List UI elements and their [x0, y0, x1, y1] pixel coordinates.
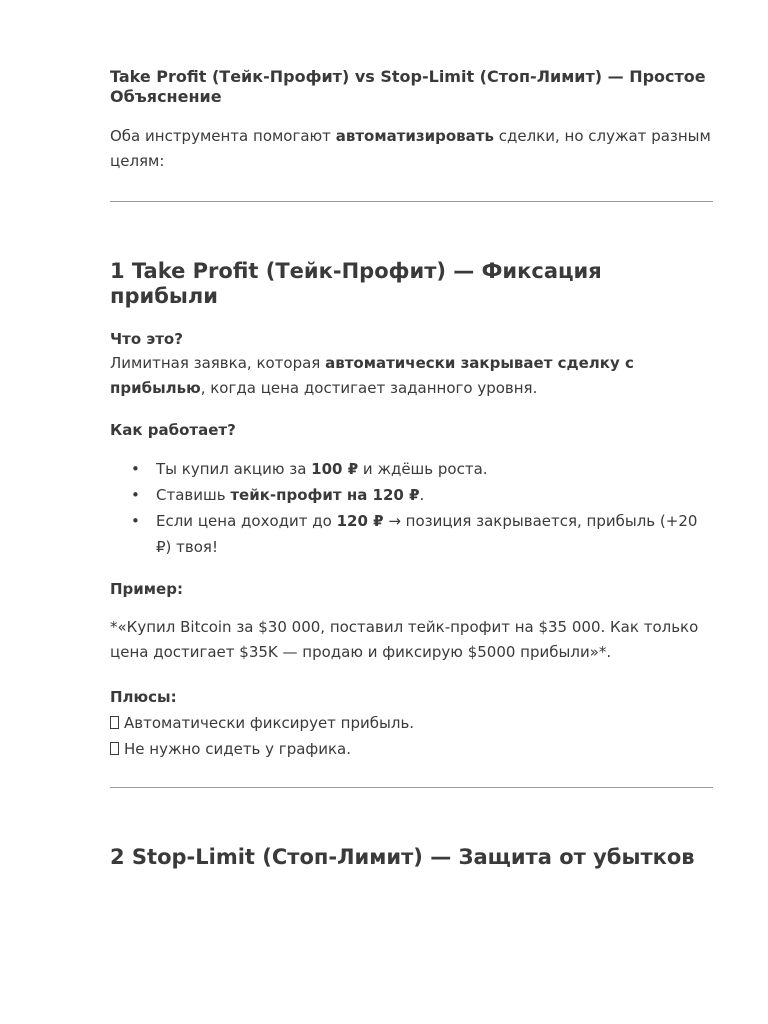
- pros-item: [110, 739, 351, 759]
- what-label: Что это?: [110, 330, 183, 348]
- what-paragraph: [110, 351, 714, 401]
- pros-label: Плюсы:: [110, 688, 177, 706]
- missing-glyph-icon: [110, 716, 119, 729]
- pros-item: [110, 713, 414, 733]
- pros-item-text: Автоматически фиксирует прибыль.: [124, 714, 415, 732]
- intro-text-bold: автоматизировать: [335, 127, 494, 145]
- intro-text-start: Оба инструмента помогают: [110, 127, 336, 145]
- bullet-dot-icon: •: [131, 512, 140, 530]
- bullet-text-end: .: [419, 486, 425, 504]
- list-item: [110, 456, 714, 482]
- section1-heading: 1 Take Profit (Тейк-Профит) — Фиксация прибыли: [110, 259, 602, 308]
- bullet-text-bold: тейк-профит на 120 ₽: [230, 486, 420, 504]
- what-text-bold: автоматически закрывает сделку с прибылью: [110, 354, 634, 397]
- bullet-text-start: Ты купил акцию за: [156, 460, 312, 478]
- what-text-end: , когда цена достигает заданного уровня.: [200, 379, 538, 397]
- bullet-text-start: Если цена доходит до: [156, 512, 337, 530]
- missing-glyph-icon: [110, 742, 119, 755]
- divider: [110, 201, 713, 202]
- example-label: Пример:: [110, 580, 183, 598]
- divider: [110, 787, 713, 788]
- example-paragraph: *«Купил Bitcoin за $30 000, поставил тейк-профит на $35 000. Как только цена достигает $35K — продаю и фиксирую $5000 прибыли»*.: [110, 618, 699, 661]
- bullet-text-bold: 100 ₽: [311, 460, 359, 478]
- intro-text-end: сделки, но служат разным целям:: [110, 127, 711, 170]
- bullet-text-end: и ждёшь роста.: [358, 460, 488, 478]
- intro-paragraph: [110, 124, 714, 174]
- list-item: [110, 508, 714, 560]
- section2-heading: 2 Stop-Limit (Стоп-Лимит) — Защита от убытков: [110, 845, 695, 869]
- bullet-text-start: Ставишь: [156, 486, 231, 504]
- pros-item-text: Не нужно сидеть у графика.: [124, 740, 351, 758]
- how-bullet-list: [110, 456, 714, 560]
- document-title: Take Profit (Тейк-Профит) vs Stop-Limit (Стоп-Лимит) — Простое Объяснение: [110, 67, 706, 106]
- bullet-dot-icon: •: [131, 460, 140, 478]
- how-label: Как работает?: [110, 421, 236, 439]
- bullet-text-bold: 120 ₽: [336, 512, 384, 530]
- what-text-start: Лимитная заявка, которая: [110, 354, 326, 372]
- bullet-text-end: → позиция закрывается, прибыль (+20 ₽) твоя!: [156, 512, 698, 556]
- list-item: [110, 482, 714, 508]
- bullet-dot-icon: •: [131, 486, 140, 504]
